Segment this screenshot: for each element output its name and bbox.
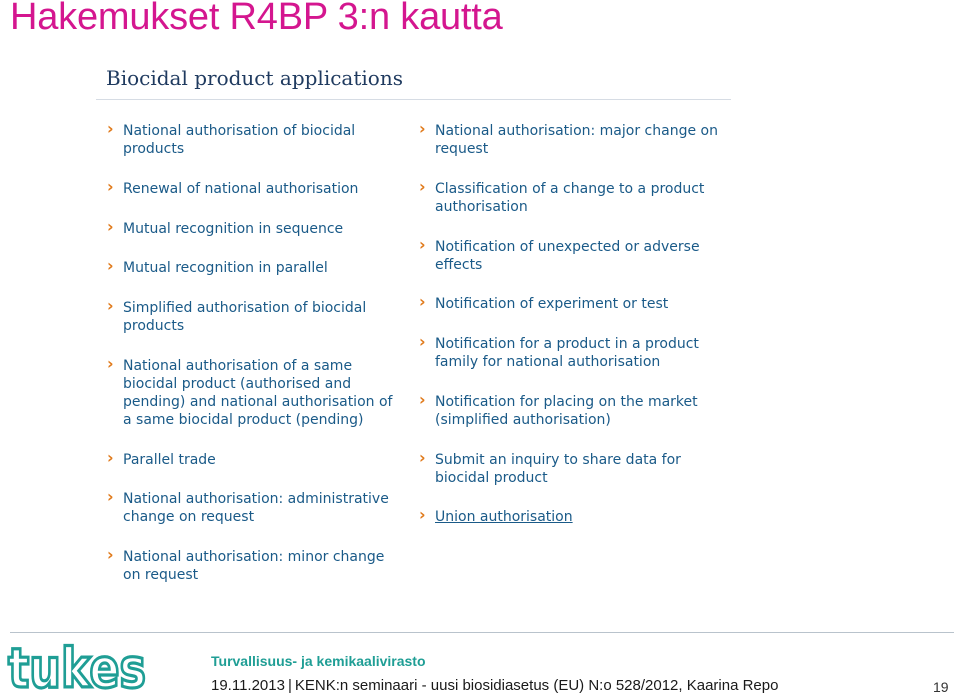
application-link-label: products <box>123 318 185 334</box>
chevron-right-icon <box>419 293 429 311</box>
application-link-label: pending) and national authorisation of <box>123 394 393 410</box>
page-number: 19 <box>933 679 949 695</box>
footer-separator: | <box>287 677 292 694</box>
application-link-label: Mutual recognition in sequence <box>123 221 344 237</box>
application-link-label: Notification of experiment or test <box>435 296 669 312</box>
application-link[interactable] <box>123 548 384 584</box>
application-link-label: a same biocidal product (pending) <box>123 412 364 428</box>
application-link-label: Notification of unexpected or adverse <box>435 239 700 255</box>
slide-title: Hakemukset R4BP 3:n kautta <box>10 0 503 38</box>
chevron-right-icon <box>107 178 117 196</box>
application-link[interactable] <box>435 393 698 429</box>
chevron-right-icon <box>107 449 117 467</box>
chevron-right-icon <box>419 333 429 351</box>
footer-divider <box>10 632 954 633</box>
agency-name: Turvallisuus- ja kemikaalivirasto <box>211 653 426 669</box>
chevron-right-icon <box>419 391 429 409</box>
application-link[interactable] <box>435 238 700 274</box>
chevron-right-icon <box>419 120 429 138</box>
application-link[interactable] <box>123 122 355 158</box>
chevron-right-icon <box>419 236 429 254</box>
application-link[interactable] <box>123 259 328 277</box>
chevron-right-icon <box>107 546 117 564</box>
application-link[interactable] <box>123 451 216 469</box>
application-link-label: Simplified authorisation of biocidal <box>123 300 367 316</box>
application-link[interactable] <box>123 490 389 526</box>
application-link-label: National authorisation: administrative <box>123 491 389 507</box>
application-link-label: National authorisation: minor change <box>123 549 385 565</box>
application-link[interactable] <box>123 357 392 429</box>
application-link-label: Notification for placing on the market <box>435 394 698 410</box>
application-link-label: Parallel trade <box>123 452 216 468</box>
chevron-right-icon <box>107 218 117 236</box>
application-link-label: Notification for a product in a product <box>435 336 699 352</box>
chevron-right-icon <box>107 257 117 275</box>
application-link-label: Mutual recognition in parallel <box>123 260 328 276</box>
application-link[interactable] <box>123 299 366 335</box>
panel-heading: Biocidal product applications <box>106 66 403 90</box>
application-link-label: Submit an inquiry to share data for <box>435 452 681 468</box>
application-link-label: Renewal of national authorisation <box>123 181 359 197</box>
chevron-right-icon <box>107 297 117 315</box>
tukes-logo <box>8 637 148 699</box>
application-link-label: National authorisation of a same <box>123 358 353 374</box>
application-link-label: on request <box>123 567 199 583</box>
application-link-label: (simplified authorisation) <box>435 412 611 428</box>
application-link-label: biocidal product <box>435 470 548 486</box>
application-link-label: National authorisation of biocidal <box>123 123 356 139</box>
application-link-label: effects <box>435 257 483 273</box>
application-link-label: authorisation <box>435 199 528 215</box>
chevron-right-icon <box>107 488 117 506</box>
footer-caption <box>211 677 778 694</box>
heading-divider <box>96 99 731 100</box>
application-link[interactable] <box>435 180 704 216</box>
chevron-right-icon <box>419 178 429 196</box>
application-link-label: Classification of a change to a product <box>435 181 705 197</box>
application-link-label: Union authorisation <box>435 509 573 525</box>
chevron-right-icon <box>107 120 117 138</box>
application-link[interactable] <box>435 451 681 487</box>
application-link[interactable] <box>435 122 718 158</box>
application-link-label: change on request <box>123 509 255 525</box>
application-link[interactable] <box>123 220 343 238</box>
application-link[interactable] <box>435 508 573 526</box>
application-link[interactable] <box>435 295 668 313</box>
footer-event: KENK:n seminaari - uusi biosidiasetus (EU) N:o 528/2012, Kaarina Repo <box>294 677 779 694</box>
chevron-right-icon <box>419 449 429 467</box>
chevron-right-icon <box>419 506 429 524</box>
application-link-label: products <box>123 141 185 157</box>
logo-text: tukes <box>8 637 146 699</box>
application-link[interactable] <box>435 335 699 371</box>
chevron-right-icon <box>107 355 117 373</box>
application-link-label: request <box>435 141 489 157</box>
footer-date: 19.11.2013 <box>211 677 285 694</box>
application-link-label: National authorisation: major change on <box>435 123 718 139</box>
application-link[interactable] <box>123 180 358 198</box>
application-link-label: biocidal product (authorised and <box>123 376 352 392</box>
application-link-label: family for national authorisation <box>435 354 661 370</box>
